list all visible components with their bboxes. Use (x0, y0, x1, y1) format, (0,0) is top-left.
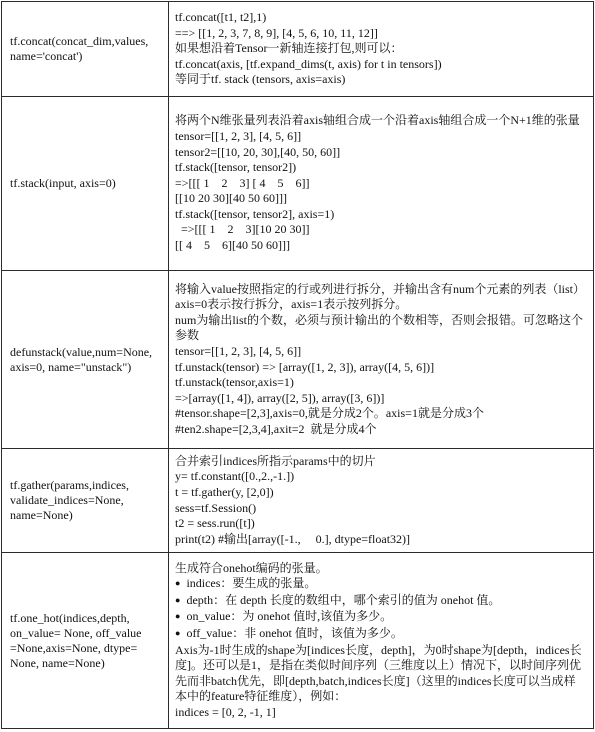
signature-line: tf.one_hot(indices,depth, (10, 610, 130, 625)
function-signature-cell (2, 271, 169, 449)
text-line: 合并索引indices所指示params中的切片 (175, 453, 376, 468)
bullet-item: ● depth：在 depth 长度的数组中，哪个索引的值为 onehot 值。 (175, 593, 593, 610)
table-row (2, 271, 594, 449)
description-cell (169, 271, 594, 449)
code-line: tf.concat([t1, t2],1) (175, 10, 267, 25)
code-line: =>[[[ 1 2 3][10 20 30]] (175, 222, 310, 237)
code-line: print(t2) #输出[array([-1., 0.], dtype=float32)] (175, 531, 411, 546)
code-line: tf.unstack(tensor) => [array([1, 2, 3]), array([4, 5, 6])] (175, 359, 435, 374)
code-line: =>[array([1, 4]), array([2, 5]), array([3, 6])] (175, 390, 385, 405)
signature-line: tf.gather(params,indices, (10, 478, 129, 492)
function-signature-cell (2, 553, 169, 729)
api-reference-table (1, 1, 594, 729)
table-row (2, 553, 594, 729)
signature-line: None, name=None) (10, 655, 105, 670)
text-line: num为输出list的个数，必须与预计输出的个数相等，否则会报错。可忽略这个参数 (175, 312, 584, 343)
code-line: ==> [[1, 2, 3, 7, 8, 9], [4, 5, 6, 10, 11, 12]] (175, 25, 378, 40)
bullet-item: ● indices：要生成的张量。 (175, 576, 593, 593)
description-cell (169, 449, 594, 553)
signature-line: =None,axis=None, dtype= (10, 640, 138, 655)
signature-line: on_value= None, off_value (10, 625, 142, 640)
signature-line: validate_indices=None, (10, 493, 124, 507)
code-line: [[ 4 5 6][40 50 60]]] (175, 238, 290, 253)
code-line: tf.concat(axis, [tf.expand_dims(t, axis) for t in tensors]) (175, 56, 442, 71)
table-row (2, 2, 594, 97)
code-line: t = tf.gather(y, [2,0]) (175, 484, 274, 499)
code-line: =>[[[ 1 2 3] [ 4 5 6]] (175, 175, 310, 190)
text-paragraph: Axis为-1时生成的shape为[indices长度，depth]，为0时shape为[depth，indices长度]。还可以是1，是指在类似时间序列（三维度以上）情况下，以时间序列优先而非batch优先，即[depth,batch,indices长度]（这里的indices长度可以当成样本中的feature特征维度），例如： (175, 642, 582, 704)
code-line: indices = [0, 2, -1, 1] (175, 704, 276, 719)
code-line: [[10 20 30][40 50 60]]] (175, 191, 287, 206)
signature-line: tf.concat(concat_dim,values, (10, 34, 149, 48)
text-line: 等同于tf. stack (tensors, axis=axis) (175, 72, 346, 87)
code-line: tf.stack([tensor, tensor2]) (175, 160, 297, 175)
text-line: 如果想沿着Tensor一新轴连接打包,则可以： (175, 41, 403, 56)
function-signature-cell (2, 97, 169, 271)
bullet-item: ● on_value：为 onehot 值时,该值为多少。 (175, 609, 593, 626)
code-line: sess=tf.Session() (175, 500, 257, 515)
comment-line: #ten2.shape=[2,3,4],axit=2 就是分成4个 (175, 421, 377, 436)
description-cell (169, 553, 594, 729)
text-line: axis=0表示按行拆分，axis=1表示按列拆分。 (175, 297, 408, 312)
description-cell (169, 97, 594, 271)
signature-line: tf.stack(input, axis=0) (10, 176, 116, 190)
text-line: 将两个N维张量列表沿着axis轴组合成一个沿着axis轴组合成一个N+1维的张量 (175, 113, 580, 128)
signature-line: axis=0, name="unstack") (10, 359, 132, 374)
text-line: 将输入value按照指定的行或列进行拆分，并输出含有num个元素的列表（list） (175, 281, 585, 296)
code-line: tensor2=[[10, 20, 30],[40, 50, 60]] (175, 144, 341, 159)
code-line: y= tf.constant([0.,2.,-1.]) (175, 469, 295, 484)
signature-line: name='concat') (10, 49, 83, 63)
function-signature-cell (2, 2, 169, 97)
function-signature-cell (2, 449, 169, 553)
code-line: tf.stack([tensor, tensor2], axis=1) (175, 206, 335, 221)
code-line: tensor=[[1, 2, 3], [4, 5, 6]] (175, 128, 302, 143)
code-line: tf.unstack(tensor,axis=1) (175, 375, 294, 390)
description-cell (169, 2, 594, 97)
code-line: t2 = sess.run([t]) (175, 516, 255, 531)
comment-line: #tensor.shape=[2,3],axis=0,就是分成2个。axis=1就是分成3个 (175, 406, 484, 421)
table-row (2, 449, 594, 553)
signature-line: defunstack(value,num=None, (10, 344, 153, 359)
code-line: tensor=[[1, 2, 3], [4, 5, 6]] (175, 343, 302, 358)
bullet-item: ● off_value：非 onehot 值时，该值为多少。 (175, 626, 593, 643)
text-line: 生成符合onehot编码的张量。 (175, 560, 328, 575)
table-row (2, 97, 594, 271)
signature-line: name=None) (10, 508, 73, 522)
